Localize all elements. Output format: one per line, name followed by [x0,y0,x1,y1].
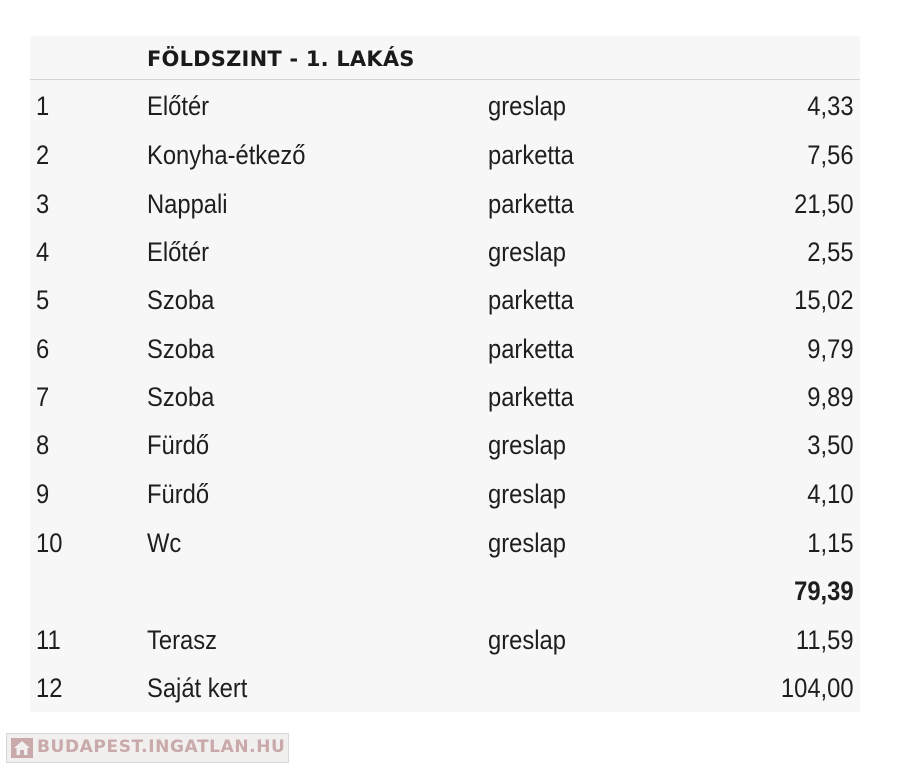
row-number: 11 [36,625,61,655]
row-number: 5 [36,285,50,315]
room-name: Szoba [147,285,215,315]
room-area: 9,89 [807,382,854,412]
table-row [30,325,860,373]
floor-type: greslap [488,91,566,121]
row-number: 4 [36,237,50,267]
watermark-text: BUDAPEST.INGATLAN.HU [37,737,286,757]
table-row [30,664,860,712]
watermark-logo [6,733,289,763]
room-area: 1,15 [807,528,854,558]
room-area: 15,02 [794,285,854,315]
room-name: Nappali [147,189,228,219]
total-area: 79,39 [794,576,854,606]
table-row [30,131,860,179]
row-number: 12 [36,673,63,703]
total-row [30,567,860,615]
room-area: 7,56 [807,140,854,170]
room-name: Szoba [147,382,215,412]
room-area: 2,55 [807,237,854,267]
house-icon [11,738,33,758]
room-area: 11,59 [796,625,854,655]
floor-type: parketta [488,334,574,364]
room-area-table [30,36,860,712]
floor-type: greslap [488,479,566,509]
floor-type: greslap [488,528,566,558]
row-number: 9 [36,479,50,509]
table-row [30,228,860,276]
table-row [30,519,860,567]
row-number: 2 [36,140,50,170]
table-row [30,82,860,130]
room-name: Előtér [147,91,210,121]
room-area: 4,10 [807,479,854,509]
floor-type: greslap [488,625,566,655]
room-name: Saját kert [147,673,248,703]
room-area: 3,50 [807,430,854,460]
table-header [30,36,860,80]
floor-type: greslap [488,430,566,460]
table-row [30,470,860,518]
room-name: Szoba [147,334,215,364]
room-area: 4,33 [807,91,854,121]
room-name: Terasz [147,625,217,655]
room-name: Konyha-étkező [147,140,306,170]
floor-type: parketta [488,285,574,315]
row-number: 8 [36,430,50,460]
floor-type: parketta [488,140,574,170]
table-row [30,421,860,469]
room-name: Fürdő [147,430,210,460]
row-number: 1 [36,91,50,121]
room-name: Wc [147,528,182,558]
table-row [30,180,860,228]
room-area: 9,79 [807,334,854,364]
table-row [30,373,860,421]
floor-type: parketta [488,189,574,219]
room-name: Előtér [147,237,210,267]
floor-type: parketta [488,382,574,412]
room-name: Fürdő [147,479,210,509]
floor-type: greslap [488,237,566,267]
row-number: 7 [36,382,50,412]
room-area: 104,00 [781,673,854,703]
row-number: 3 [36,189,50,219]
row-number: 10 [36,528,63,558]
room-area: 21,50 [794,189,854,219]
table-row [30,616,860,664]
row-number: 6 [36,334,50,364]
table-row [30,276,860,324]
table-title: FÖLDSZINT - 1. LAKÁS [147,47,415,71]
